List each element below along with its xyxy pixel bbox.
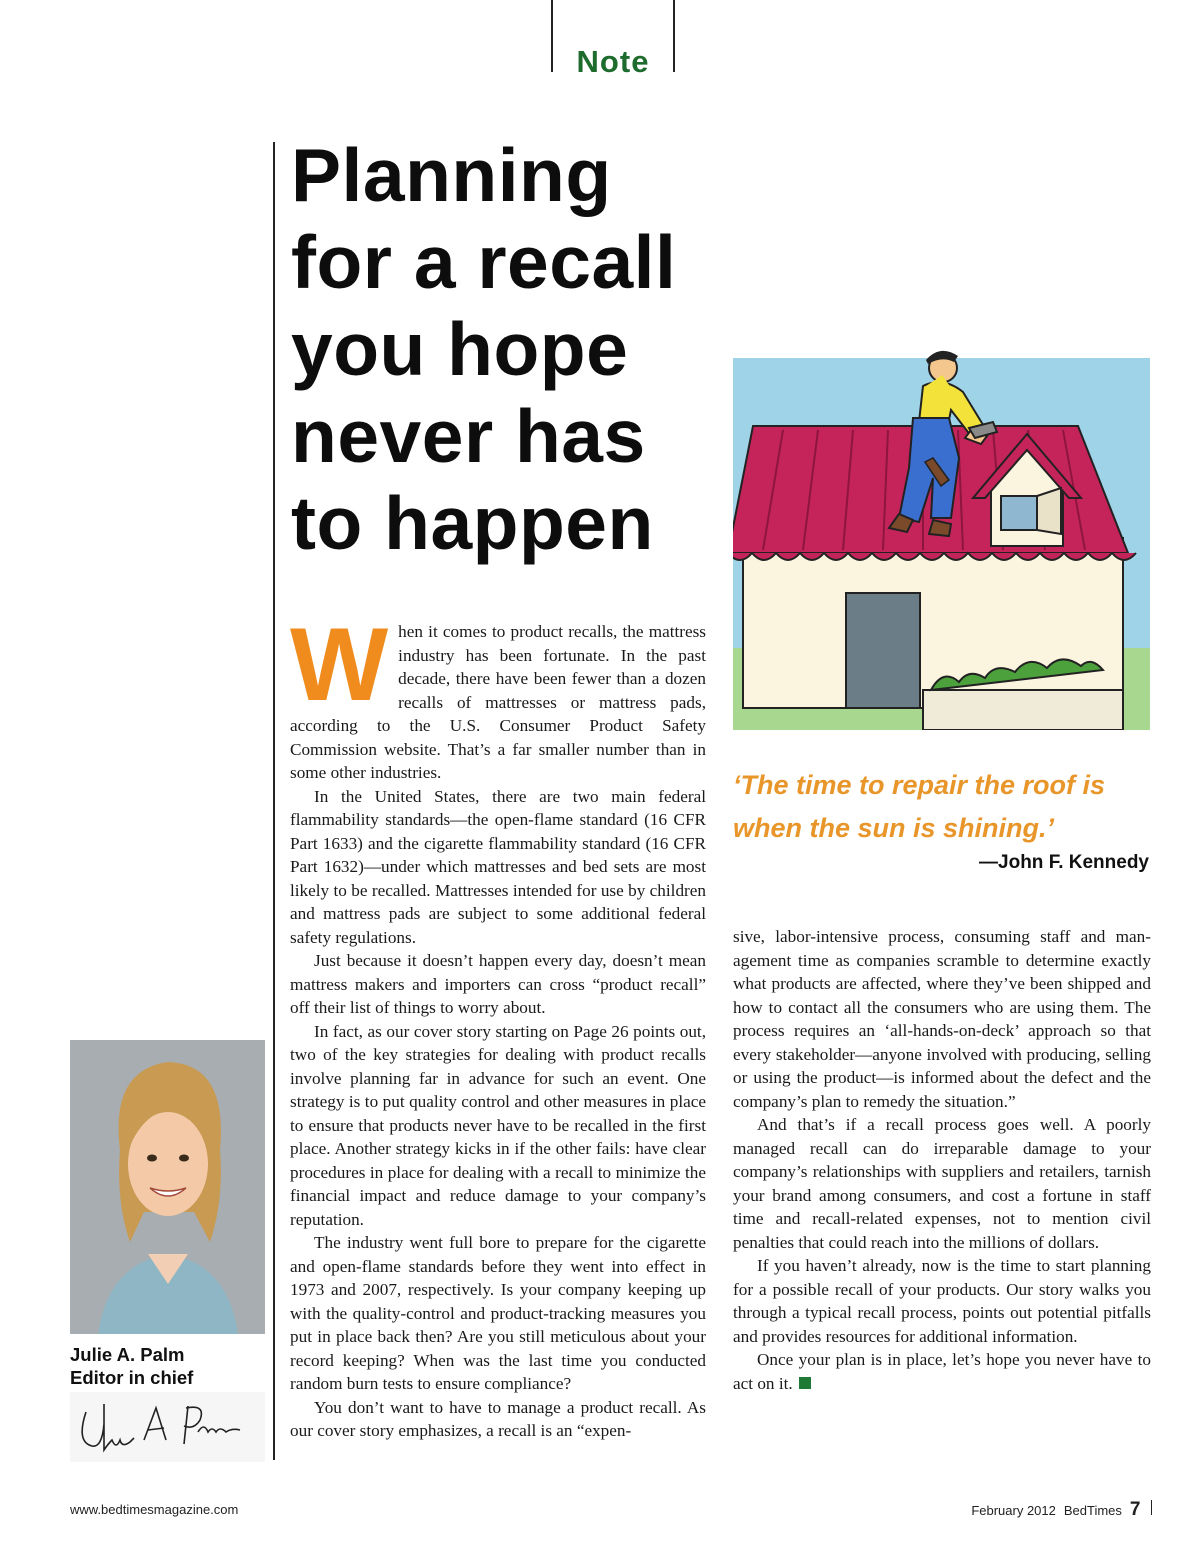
body-column-left [290,607,706,1443]
footer-page-number: 7 [1129,1499,1141,1520]
editor-photo [70,1040,265,1334]
body-column-right [733,925,1151,1395]
paragraph: And that’s if a recall process goes well. A poorly managed recall can do irreparable damage to your company’s relationships with suppliers and retailers, tarnish your brand among consumers, and cost a fortune in staff time and recall-related expenses, not to mention civil penalties that could reach into the millions of dollars. [733,1115,1151,1252]
paragraph: The industry went full bore to prepare for the cigarette and open-flame standards before they went into effect in 1973 and 2007, respectively. Is your company keeping up with the quality-control and product-tracking measures you put in place back then? Are you still meticulous about your record keeping? When was the last time you conducted random burn tests to ensure compliance? [290,1233,706,1393]
footer-magazine: BedTimes [1063,1503,1122,1518]
footer-folio [971,1499,1152,1521]
footer-url: www.bedtimesmagazine.com [70,1502,239,1517]
editor-signature [70,1392,265,1462]
drop-cap: W [290,607,389,723]
paragraph: sive, labor-intensive process, consuming staff and management time as companies scramble to determine exactly what products are affected, where they’ve been shipped and how to contact all the consumers who are using them. The process requires an ‘all-hands-on-deck’ approach so that every stakeholder—anyone involved with producing, selling or using the product—is informed about the defect and the company’s plan to remedy the situation.” [733,927,1151,1111]
paragraph: If you haven’t already, now is the time to start planning for a possible recall of your products. Our story walks you through a typical recall process, points out potential pitfalls and provides resources for additional information. [733,1256,1151,1346]
paragraph: You don’t want to have to manage a product recall. As our cover story emphasizes, a recall is an “expen- [290,1397,706,1440]
byline-title: Editor in chief [70,1367,194,1388]
paragraph-text: Once your plan is in place, let’s hope you never have to act on it. [733,1350,1151,1393]
footer-divider [1151,1500,1153,1515]
section-label: Note [576,44,650,79]
byline-name: Julie A. Palm [70,1344,185,1365]
end-mark-icon [799,1377,811,1389]
column-divider [273,142,275,1460]
paragraph: In fact, as our cover story starting on Page 26 points out, two of the key strategies for dealing with product recalls involve planning far in advance for such an event. One strategy is to put quality control and other measures in place to ensure that products never have to be recalled in the first place. Another strategy kicks in if the other fails: have clear procedures in place for dealing with a recall to minimize the financial impact and reduce damage to your company’s reputation. [290,1021,706,1229]
section-tag [551,0,675,79]
roofer-illustration [733,338,1150,730]
footer-issue: February 2012 [971,1503,1056,1518]
paragraph: In the United States, there are two main federal flammability standards—the open-flame standard (16 CFR Part 1633) and the cigarette flammability standard (16 CFR Part 1632)—under which mattresses and bed sets are most likely to be recalled. Mattresses intended for use by children and mattress pads are subject to some additional federal safety regulations. [290,786,706,947]
headline: Planning for a recall you hope never has to happen [291,133,677,565]
pull-quote: ‘The time to repair the roof is when the sun is shining.’ [733,770,1106,843]
paragraph [733,1348,1151,1395]
paragraph [290,607,706,785]
quote-attribution: —John F. Kennedy [979,852,1149,873]
paragraph-text: hen it comes to product recalls, the mattress industry has been fortunate. In the past decade, there have been fewer than a dozen recalls of mattresses or mattress pads, according to the U.S. Consumer Product Safety Commission website. That’s a far smaller number than in some other industries. [290,622,706,782]
paragraph: Just because it doesn’t happen every day, doesn’t mean mattress makers and importers can cross “product recall” off their list of things to worry about. [290,951,706,1017]
